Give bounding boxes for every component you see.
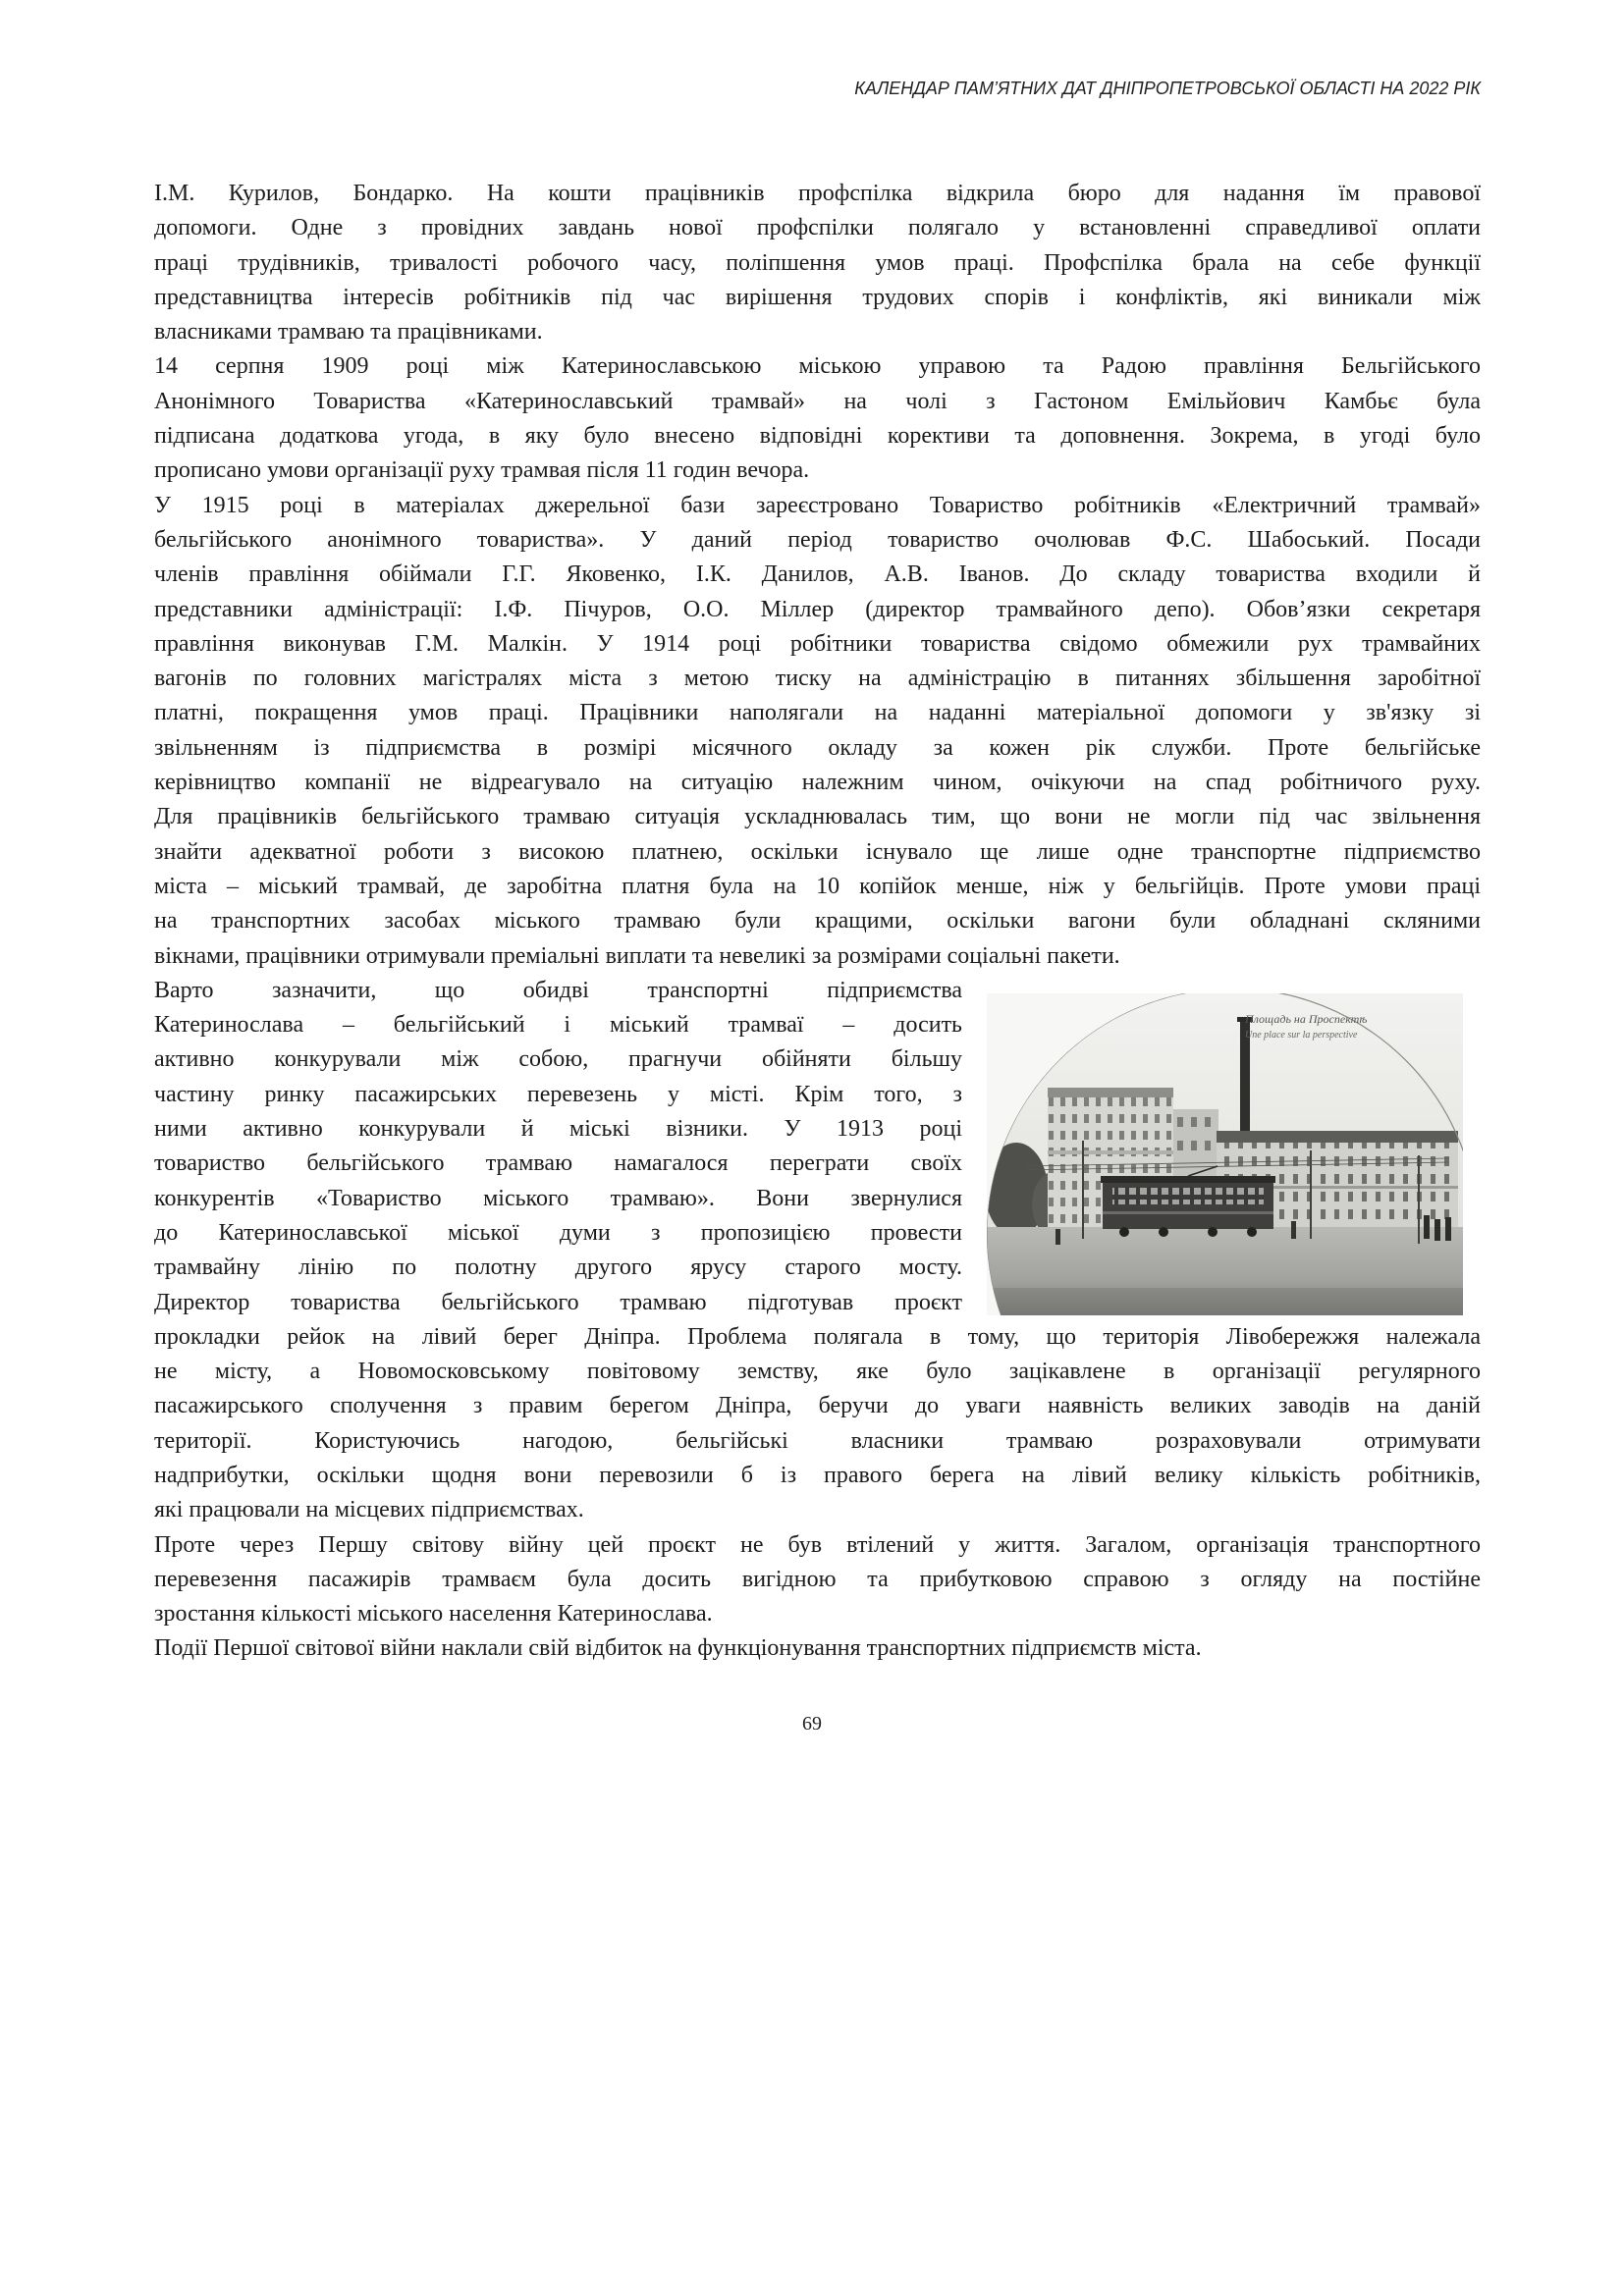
text-line: власниками трамваю та працівниками. <box>154 319 543 346</box>
text-line: бельгійського анонімного товариства». У даний період товариство очолював Ф.С. Шабоський. Посади <box>154 526 1481 553</box>
tram <box>1101 1166 1275 1237</box>
paragraph <box>154 1631 1481 1666</box>
text-line: не місту, а Новомосковському повітовому земству, яке було зацікавлене в організації регулярного <box>154 1359 1481 1385</box>
text-line: І.М. Курилов, Бондарко. На кошти працівників профспілка відкрила бюро для надання їм правової <box>154 181 1481 206</box>
text-line: до Катеринославської міської думи з пропозицією провести <box>154 1219 962 1246</box>
paragraph <box>154 489 1481 974</box>
text-line: підписана додаткова угода, в яку було внесено відповідні корективи та доповнення. Зокрема, в угоді було <box>154 423 1481 450</box>
text-line: надприбутки, оскільки щодня вони перевозили б із правого берега на лівий велику кількість робітників, <box>154 1462 1481 1488</box>
postcard-caption-fr: Une place sur la perspective <box>1245 1030 1358 1041</box>
text-line: звільненням із підприємства в розмірі місячного окладу за кожен рік служби. Проте бельгійське <box>154 734 1481 761</box>
text-line: активно конкурували між собою, прагнучи обійняти більшу <box>154 1046 962 1073</box>
text-line: знайти адекватної роботи з високою платнею, оскільки існувало ще лише одне транспортне підприємство <box>154 838 1481 865</box>
text-line: допомоги. Одне з провідних завдань нової профспілки полягало у встановленні справедливої оплати <box>154 215 1481 241</box>
text-line: товариство бельгійського трамваю намагалося переграти своїх <box>154 1150 962 1177</box>
text-line: трамвайну лінію по полотну другого ярусу старого мосту. <box>154 1255 962 1281</box>
text-line: ними активно конкурували й міські візники. У 1913 році <box>154 1116 962 1143</box>
text-line: території. Користуючись нагодою, бельгійські власники трамваю розраховували отримувати <box>154 1427 1481 1454</box>
text-line: Директор товариства бельгійського трамваю підготував проєкт <box>154 1289 962 1315</box>
page-number: 69 <box>802 1713 822 1735</box>
text-line: представництва інтересів робітників під час вирішення трудових спорів і конфліктів, які виникали між <box>154 284 1481 310</box>
text-line: Варто зазначити, що обидві транспортні підприємства <box>154 977 962 1003</box>
postcard-image <box>987 993 1463 1315</box>
text-line: міста – міський трамвай, де заробітна платня була на 10 копійок менше, ніж у бельгійців. Проте умови праці <box>154 873 1481 899</box>
text-line: членів правління обіймали Г.Г. Яковенко, І.К. Данилов, А.В. Іванов. До складу товариства входили й <box>154 561 1481 588</box>
tram-square-photo <box>987 993 1463 1315</box>
text-line: пасажирського сполучення з правим берегом Дніпра, беручи до уваги наявність великих заводів на даній <box>154 1393 1481 1419</box>
text-line: частину ринку пасажирських перевезень у місті. Крім того, з <box>154 1081 962 1107</box>
text-line: на транспортних засобах міського трамваю були кращими, оскільки вагони були обладнані скляними <box>154 908 1481 934</box>
paragraph <box>154 1528 1481 1632</box>
text-line: зростання кількості міського населення Катеринослава. <box>154 1601 713 1628</box>
text-line: 14 серпня 1909 році між Катеринославською міською управою та Радою правління Бельгійського <box>154 353 1481 380</box>
text-line: прописано умови організації руху трамвая після 11 годин вечора. <box>154 457 810 484</box>
text-line: вагонів по головних магістралях міста з метою тиску на адміністрацію в питаннях збільшення заробітної <box>154 666 1481 692</box>
text-line: прокладки рейок на лівий берег Дніпра. Проблема полягала в тому, що територія Лівобережжя належала <box>154 1323 1481 1350</box>
text-line: У 1915 році в матеріалах джерельної бази зареєстровано Товариство робітників «Електричний трамвай» <box>154 492 1481 518</box>
text-line: перевезення пасажирів трамваєм була досить вигідною та прибутковою справою з огляду на постійне <box>154 1566 1481 1592</box>
postcard-caption-ru: Площадь на Проспектѣ <box>1245 1012 1368 1026</box>
text-line: Проте через Першу світову війну цей проєкт не був втілений у життя. Загалом, організація транспортного <box>154 1531 1481 1558</box>
text-line: керівництво компанії не відреагувало на ситуацію належним чином, очікуючи на спад робітничого руху. <box>154 770 1481 796</box>
text-line: які працювали на місцевих підприємствах. <box>154 1497 584 1523</box>
paragraph <box>154 177 1481 349</box>
text-line: конкурентів «Товариство міського трамваю». Вони звернулися <box>154 1185 962 1211</box>
paragraph <box>154 349 1481 488</box>
text-line: представники адміністрації: І.Ф. Пічуров, О.О. Міллер (директор трамвайного депо). Обов’язки секретаря <box>154 596 1481 622</box>
running-header: КАЛЕНДАР ПАМ’ЯТНИХ ДАТ ДНІПРОПЕТРОВСЬКОЇ ОБЛАСТІ НА 2022 РІК <box>854 79 1481 98</box>
text-line: праці трудівників, тривалості робочого часу, поліпшення умов праці. Профспілка брала на себе функції <box>154 249 1481 276</box>
text-line: правління виконував Г.М. Малкін. У 1914 році робітники товариства свідомо обмежили рух трамвайних <box>154 630 1481 657</box>
text-line: платні, покращення умов праці. Працівники наполягали на наданні матеріальної допомоги у зв'язку зі <box>154 700 1481 726</box>
text-line: Для працівників бельгійського трамваю ситуація ускладнювалась тим, що вони не могли під час звільнення <box>154 804 1481 830</box>
text-line: Події Першої світової війни наклали свій відбиток на функціонування транспортних підприємств міста. <box>154 1635 1202 1662</box>
article-body <box>154 177 1481 1667</box>
text-line: Катеринослава – бельгійський і міський трамваї – досить <box>154 1012 962 1039</box>
text-line: Анонімного Товариства «Катеринославський трамвай» на чолі з Гастоном Емільйович Камбьє була <box>154 388 1481 414</box>
text-line: вікнами, працівники отримували преміальні виплати та невеликі за розмірами соціальні пакети. <box>154 942 1120 969</box>
